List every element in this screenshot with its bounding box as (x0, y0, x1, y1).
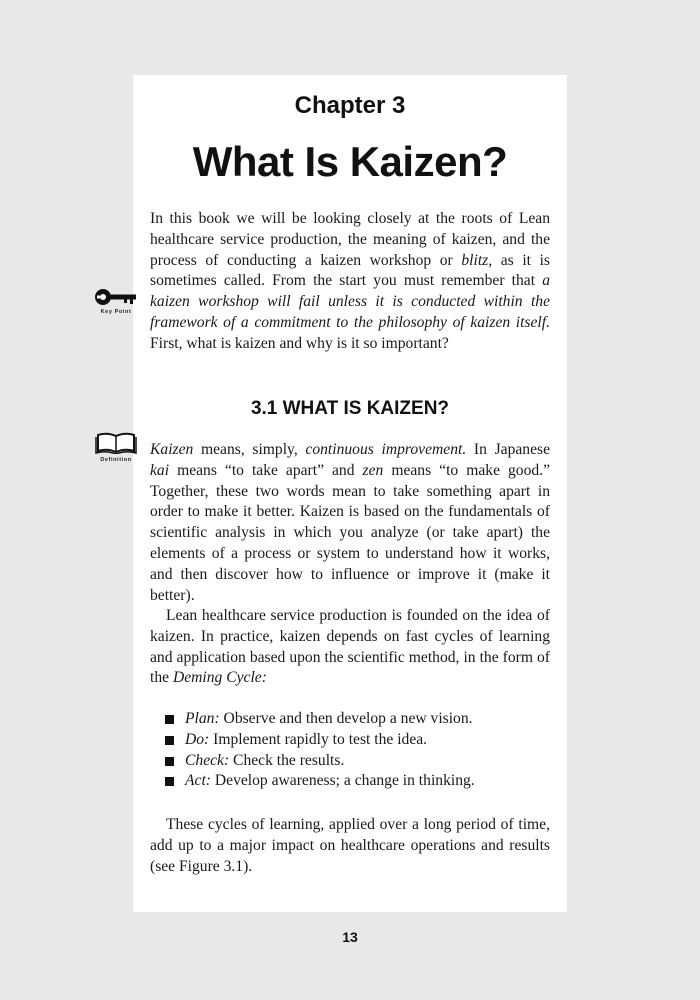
step-text: Develop awareness; a change in thinking. (210, 772, 475, 790)
step-term: Do: (185, 730, 210, 748)
list-item (163, 709, 553, 730)
def-text-8: means “to make good.” Together, these two words mean to take something apart in order to make it better. Kaizen is based on the fundamentals of scientific analysis in which you analyze (or take apart) the elements of a process or system to understand how it works, and then discover how to influence or improve it (make it better). (150, 461, 550, 604)
def-term: Kaizen (150, 441, 194, 458)
def-kai: kai (150, 461, 170, 479)
lean-text: Lean healthcare service production is founded on the idea of kaizen. In practice, kaizen depends on fast cycles of learning and application based upon the scientific method, in the form of the (150, 607, 550, 687)
key-point-label: Key Point (100, 309, 132, 315)
def-text-2: means, simply, (193, 441, 306, 458)
deming-cycle-list (163, 709, 553, 792)
definition-label: Definition (100, 457, 132, 463)
key-point-marker (92, 288, 140, 315)
list-item (163, 751, 553, 772)
section-heading: 3.1 WHAT IS KAIZEN? (250, 398, 450, 419)
intro-text-5: First, what is kaizen and why is it so important? (150, 334, 449, 352)
key-icon (94, 288, 138, 306)
intro-paragraph (150, 209, 550, 355)
open-book-icon (95, 432, 137, 454)
def-text-4: In Japanese (466, 441, 550, 458)
def-text-6: means “to take apart” and (169, 461, 363, 479)
intro-text-3: as it is sometimes called. From the start you must remember that (150, 251, 550, 290)
intro-text-1: In this book we will be looking closely at the roots of Lean healthcare service production, the meaning of kaizen, and the process of conducting a kaizen workshop or (150, 210, 550, 269)
bullet-square-icon (165, 715, 174, 724)
page-number: 13 (342, 929, 358, 945)
bullet-square-icon (165, 777, 174, 786)
step-term: Act: (185, 772, 211, 790)
step-text: Check the results. (229, 751, 345, 769)
chapter-title: What Is Kaizen? (192, 138, 508, 185)
intro-text-2: blitz, (461, 251, 493, 269)
step-text: Observe and then develop a new vision. (219, 710, 473, 727)
chapter-label: Chapter 3 (294, 92, 406, 119)
deming-cycle-term: Deming Cycle: (172, 669, 267, 687)
definition-paragraph (150, 440, 550, 606)
list-item (163, 771, 553, 792)
closing-paragraph: These cycles of learning, applied over a long period of time, add up to a major impact on healthcare operations and results (see Figure 3.1). (150, 816, 550, 875)
bullet-square-icon (165, 736, 174, 745)
step-term: Plan: (185, 710, 220, 727)
lean-paragraph (150, 606, 550, 689)
bullet-square-icon (165, 757, 174, 766)
list-item (163, 730, 553, 751)
step-term: Check: (185, 751, 230, 769)
definition-marker (92, 432, 140, 463)
intro-emphasis: a kaizen workshop will fail unless it is conducted within the framework of a commitment to the philosophy of kaizen itself. (150, 272, 550, 331)
def-meaning: continuous improvement. (305, 441, 467, 458)
def-zen: zen (362, 461, 384, 479)
step-text: Implement rapidly to test the idea. (209, 730, 428, 748)
